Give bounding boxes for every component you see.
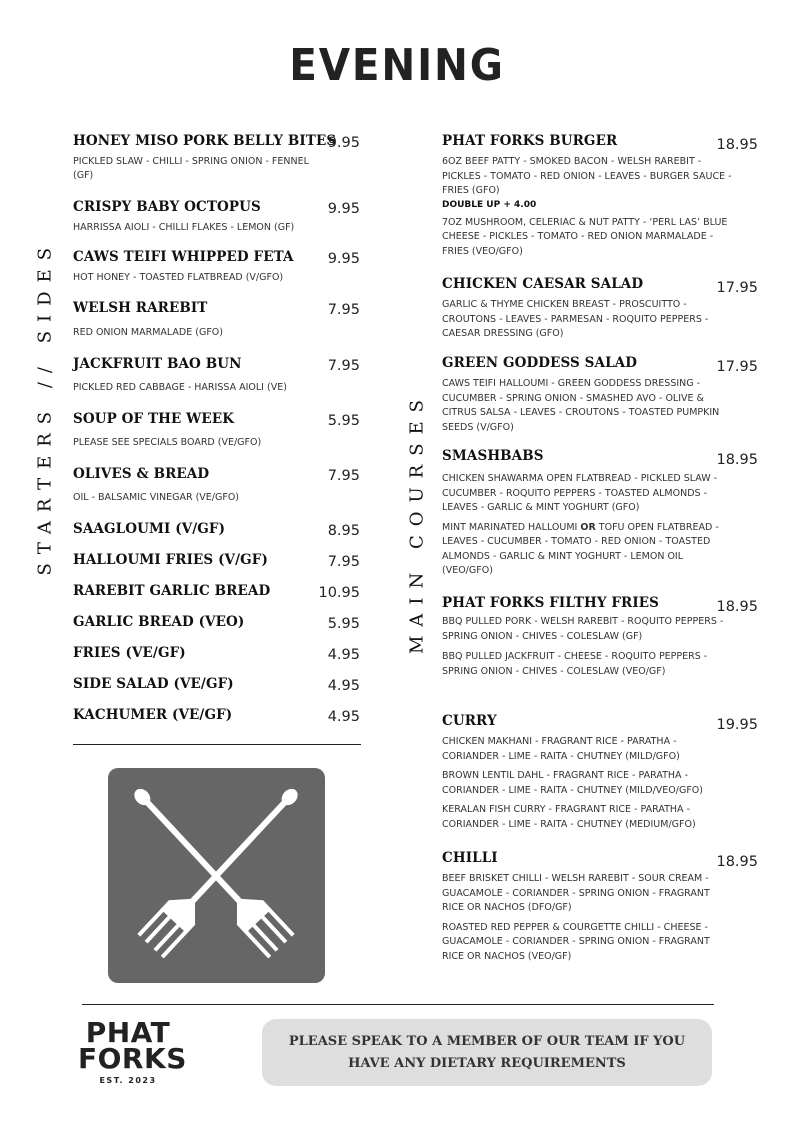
starter-item: [73, 411, 363, 450]
item-description: [442, 521, 732, 579]
double-up-note: DOUBLE UP + 4.00: [442, 199, 537, 210]
item-description: 7OZ MUSHROOM, CELERIAC & NUT PATTY - ‘PERL LAS’ BLUE CHEESE - PICKLES - TOMATO - RED ONION MARMALADE - FRIES (VEO/GFO): [442, 216, 728, 257]
main-item: [442, 850, 758, 964]
item-name: CHILLI: [442, 850, 498, 866]
footer-divider: [82, 1004, 714, 1005]
item-name: SOUP OF THE WEEK: [73, 411, 235, 427]
side-item: [73, 676, 363, 692]
item-name: SMASHBABS: [442, 448, 544, 464]
item-price: 18.95: [716, 452, 758, 468]
item-name: RAREBIT GARLIC BREAD: [73, 583, 271, 599]
logo-established: EST. 2023: [99, 1076, 157, 1085]
item-description: HOT HONEY - TOASTED FLATBREAD (V/GFO): [73, 272, 284, 283]
item-description: PICKLED SLAW - CHILLI - SPRING ONION - FENNEL (GF): [73, 156, 309, 181]
main-item: [442, 713, 758, 832]
item-description: BEEF BRISKET CHILLI - WELSH RAREBIT - SOUR CREAM - GUACAMOLE - CORIANDER - SPRING ONION - FRAGRANT RICE OR NACHOS (DFO/GF): [442, 873, 710, 913]
item-description: RED ONION MARMALADE (GFO): [73, 327, 223, 338]
item-price: 4.95: [327, 678, 360, 694]
starter-item: [73, 133, 363, 183]
item-price: 4.95: [327, 709, 360, 725]
main-item: [442, 355, 758, 435]
starter-item: [73, 300, 363, 340]
starter-item: [73, 356, 363, 395]
item-name: SIDE SALAD (VE/GF): [73, 676, 234, 692]
main-item: [442, 276, 758, 342]
item-name: CHICKEN CAESAR SALAD: [442, 276, 644, 292]
main-item: [442, 448, 758, 579]
divider: [73, 744, 361, 745]
item-name: FRIES (VE/GF): [73, 645, 186, 661]
item-price: 17.95: [716, 359, 758, 375]
item-price: 8.95: [327, 523, 360, 539]
item-name: CAWS TEIFI WHIPPED FETA: [73, 249, 294, 265]
alt-text: TOFU OPEN FLATBREAD - LEAVES - CUCUMBER - TOMATO - RED ONION - TOASTED ALMONDS - GARLIC & MINT YOGHURT - LEMON OIL (VEO/GFO): [442, 521, 719, 576]
item-price: 18.95: [716, 854, 758, 870]
item-name: SAAGLOUMI (V/GF): [73, 521, 226, 537]
item-price: 7.95: [327, 302, 360, 318]
side-item: [73, 645, 363, 661]
item-price: 18.95: [716, 137, 758, 153]
item-description: GARLIC & THYME CHICKEN BREAST - PROSCUITTO - CROUTONS - LEAVES - PARMESAN - ROQUITO PEPPERS - CAESAR DRESSING (GFO): [442, 299, 709, 339]
logo-line1: PHAT: [85, 1016, 171, 1049]
item-name: WELSH RAREBIT: [73, 300, 208, 316]
main-item: [442, 133, 758, 259]
item-description: PLEASE SEE SPECIALS BOARD (VE/GFO): [73, 437, 262, 448]
item-price: 5.95: [327, 616, 360, 632]
item-description: CHICKEN MAKHANI - FRAGRANT RICE - PARATHA - CORIANDER - LIME - RAITA - CHUTNEY (MILD/GFO): [442, 736, 680, 762]
item-description: OIL - BALSAMIC VINEGAR (VE/GFO): [73, 492, 240, 503]
starters-sides-label: STARTERS // SIDES: [34, 238, 56, 576]
logo-line2: FORKS: [78, 1042, 187, 1075]
item-name: HONEY MISO PORK BELLY BITES: [73, 133, 337, 149]
item-description: 6OZ BEEF PATTY - SMOKED BACON - WELSH RAREBIT - PICKLES - TOMATO - RED ONION - LEAVES - BURGER SAUCE - FRIES (GFO): [442, 156, 732, 196]
page-title: EVENING: [289, 40, 505, 91]
main-item: [442, 595, 758, 679]
item-description: PICKLED RED CABBAGE - HARISSA AIOLI (VE): [73, 382, 287, 393]
item-name: GREEN GODDESS SALAD: [442, 355, 638, 371]
item-name: JACKFRUIT BAO BUN: [73, 356, 242, 372]
item-description: KERALAN FISH CURRY - FRAGRANT RICE - PARATHA - CORIANDER - LIME - RAITA - CHUTNEY (MEDIUM/GFO): [442, 804, 696, 830]
starter-item: [73, 199, 363, 235]
item-price: 10.95: [318, 585, 360, 601]
item-price: 7.95: [327, 468, 360, 484]
item-description: CHICKEN SHAWARMA OPEN FLATBREAD - PICKLED SLAW - CUCUMBER - ROQUITO PEPPERS - TOASTED ALMONDS - LEAVES - GARLIC & MINT YOGHURT (GFO): [442, 473, 718, 513]
starter-item: [73, 466, 363, 505]
item-price: 17.95: [716, 280, 758, 296]
item-description: CAWS TEIFI HALLOUMI - GREEN GODDESS DRESSING - CUCUMBER - SPRING ONION - SMASHED AVO - OLIVE & CITRUS SALSA - LEAVES - CROUTONS - TOASTED PUMPKIN SEEDS (V/GFO): [442, 378, 720, 433]
starter-item: [73, 249, 363, 285]
item-description: BROWN LENTIL DAHL - FRAGRANT RICE - PARATHA - CORIANDER - LIME - RAITA - CHUTNEY (MILD/VEO/GFO): [442, 770, 703, 796]
item-price: 4.95: [327, 647, 360, 663]
alt-text: MINT MARINATED HALLOUMI: [442, 521, 581, 533]
item-name: CRISPY BABY OCTOPUS: [73, 199, 261, 215]
item-name: GARLIC BREAD (VEO): [73, 614, 245, 630]
crossed-forks-icon: [108, 768, 325, 983]
side-item: [73, 614, 363, 630]
item-name: KACHUMER (VE/GF): [73, 707, 233, 723]
item-name: CURRY: [442, 713, 497, 729]
item-name: HALLOUMI FRIES (V/GF): [73, 552, 268, 568]
item-price: 9.95: [327, 135, 360, 151]
item-description: BBQ PULLED JACKFRUIT - CHEESE - ROQUITO PEPPERS - SPRING ONION - CHIVES - COLESLAW (VEO/GF): [442, 651, 708, 677]
item-name: OLIVES & BREAD: [73, 466, 210, 482]
brand-logo: [78, 1016, 187, 1085]
side-item: [73, 552, 363, 568]
dietary-notice-text: PLEASE SPEAK TO A MEMBER OF OUR TEAM IF YOU HAVE ANY DIETARY REQUIREMENTS: [288, 1033, 686, 1071]
item-price: 5.95: [327, 413, 360, 429]
dietary-notice: [262, 1019, 712, 1086]
side-item: [73, 521, 363, 537]
item-price: 9.95: [327, 251, 360, 267]
item-price: 7.95: [327, 358, 360, 374]
item-name: PHAT FORKS FILTHY FRIES: [442, 595, 660, 611]
side-item: [73, 707, 363, 723]
crossed-forks-icon-graphic: [108, 768, 325, 983]
item-description: BBQ PULLED PORK - WELSH RAREBIT - ROQUITO PEPPERS - SPRING ONION - CHIVES - COLESLAW (GF): [442, 616, 724, 642]
item-description: ROASTED RED PEPPER & COURGETTE CHILLI - CHEESE - GUACAMOLE - CORIANDER - SPRING ONION - FRAGRANT RICE OR NACHOS (VEO/GF): [442, 921, 710, 962]
item-price: 7.95: [327, 554, 360, 570]
item-price: 19.95: [716, 717, 758, 733]
side-item: [73, 583, 363, 599]
item-description: HARRISSA AIOLI - CHILLI FLAKES - LEMON (GF): [73, 222, 295, 233]
item-name: PHAT FORKS BURGER: [442, 133, 618, 149]
item-price: 18.95: [716, 599, 758, 615]
main-courses-label: MAIN COURSES: [406, 390, 428, 655]
alt-or: OR: [580, 521, 596, 533]
item-price: 9.95: [327, 201, 360, 217]
